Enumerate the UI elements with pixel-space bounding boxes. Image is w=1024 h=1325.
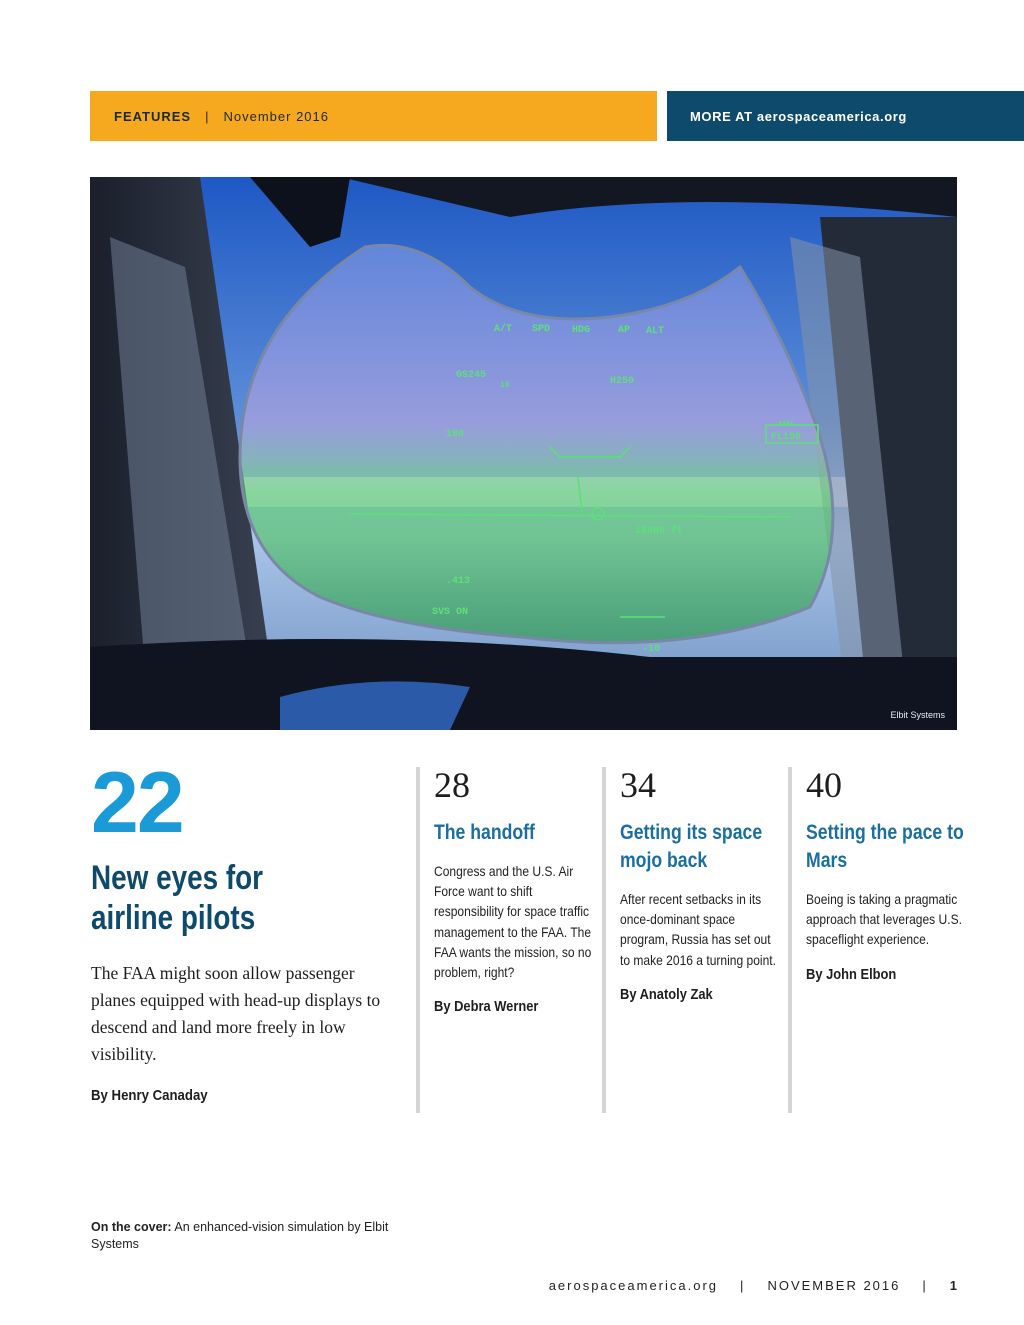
hud-asel-label: ASEL: [778, 421, 795, 429]
more-link[interactable]: MORE AT aerospaceamerica.org: [690, 108, 907, 124]
story-card[interactable]: [788, 767, 976, 1113]
cover-caption: [91, 1219, 391, 1253]
header-separator: |: [205, 108, 210, 124]
cover-caption-label: On the cover:: [91, 1220, 172, 1234]
story-byline: By John Elbon: [806, 965, 897, 983]
cover-caption-text: An enhanced-vision simulation by Elbit Systems: [91, 1220, 389, 1251]
lead-story-dek: The FAA might soon allow passenger planes equipped with head-up displays to descend and land more freely in low visibility.: [91, 963, 381, 1064]
story-page-number: 34: [620, 765, 656, 805]
more-link-bar[interactable]: [667, 91, 1024, 141]
hud-ap-label: AP: [618, 325, 631, 336]
hud-groundspeed-sub: 19: [500, 381, 510, 390]
footer-date: NOVEMBER 2016: [767, 1278, 901, 1293]
cockpit-hud-illustration: [90, 177, 957, 730]
story-title[interactable]: The handoff: [434, 821, 535, 844]
story-page-number: 28: [434, 765, 470, 805]
hud-at-label: A/T: [494, 324, 513, 335]
page-footer: [549, 1278, 957, 1293]
footer-site[interactable]: aerospaceamerica.org: [548, 1278, 719, 1293]
footer-separator: |: [740, 1278, 746, 1293]
hud-heading-value: 180: [446, 429, 465, 440]
story-title[interactable]: Setting the pace to Mars: [806, 821, 964, 872]
story-dek: Boeing is taking a pragmatic approach that leverages U.S. spaceflight experience.: [806, 891, 962, 948]
photo-credit: Elbit Systems: [890, 710, 945, 720]
story-page-number: 40: [806, 765, 842, 805]
hud-groundspeed: GS245: [456, 370, 487, 381]
hud-mach: .413: [446, 576, 471, 587]
footer-separator: |: [922, 1278, 928, 1293]
hud-hdg-label: HDG: [572, 325, 591, 336]
issue-date: November 2016: [223, 108, 329, 124]
footer-page-number: 1: [949, 1278, 957, 1293]
lead-story-page-number[interactable]: 22: [91, 755, 183, 851]
cover-photo: [90, 177, 957, 730]
story-dek: After recent setbacks in its once-dominant space program, Russia has set out to make 2016 a turning point.: [620, 891, 776, 968]
story-title[interactable]: Getting its space mojo back: [620, 821, 763, 872]
story-dek: Congress and the U.S. Air Force want to shift responsibility for space traffic management to the FAA. The FAA wants the mission, so no problem, right?: [434, 863, 592, 981]
section-label: FEATURES: [114, 108, 192, 124]
story-card[interactable]: [416, 767, 604, 1113]
hud-svs-status: SVS ON: [432, 607, 469, 618]
hud-alt-label: ALT: [646, 326, 665, 337]
section-header-bar: [90, 91, 657, 141]
story-card[interactable]: [602, 767, 790, 1113]
story-byline: By Anatoly Zak: [620, 985, 713, 1003]
hud-spd-label: SPD: [532, 324, 551, 335]
hud-minus-ten: -10: [642, 644, 661, 655]
story-byline: By Debra Werner: [434, 998, 539, 1016]
hud-flight-level: FL150: [771, 432, 802, 443]
lead-story-byline: By Henry Canaday: [91, 1087, 208, 1104]
lead-story-title[interactable]: New eyes for airline pilots: [91, 859, 264, 937]
hud-altitude-value: 15000 ft: [635, 526, 684, 537]
hud-heading-bug: H250: [610, 376, 635, 387]
